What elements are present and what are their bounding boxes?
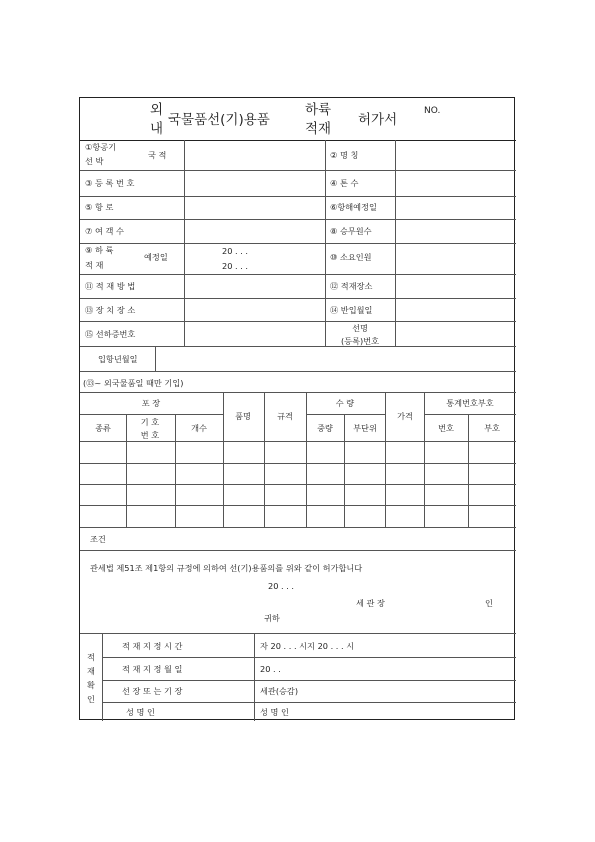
divider	[126, 414, 127, 527]
signature-label: 성 명 인	[126, 707, 155, 717]
title-mid-top: 하륙	[305, 102, 332, 118]
divider	[80, 463, 516, 464]
divider	[184, 140, 185, 346]
col-spec: 규격	[277, 411, 293, 421]
unload-load-label: ⑨ 하 륙	[85, 245, 114, 255]
divider	[102, 633, 103, 721]
recipient: 귀하	[264, 613, 280, 623]
ship-name-label: 선명	[352, 323, 368, 333]
title-end: 허가서	[358, 112, 398, 128]
seal-mark: 인	[485, 598, 493, 608]
captain-label: 선 장 또 는 기 장	[122, 686, 183, 696]
tonnage-label: ④ 톤 수	[330, 178, 359, 188]
divider	[424, 392, 425, 527]
confirm-side-label: 확	[87, 680, 95, 690]
loading-place-label: ⑫ 적재장소	[330, 281, 373, 291]
divider	[80, 371, 516, 372]
confirm-side-label: 인	[87, 694, 95, 704]
designated-time-value: 자 20 . . . 시지 20 . . . 시	[260, 641, 355, 651]
aircraft-ship-label-2: 선 박	[85, 156, 104, 166]
designated-date-label: 적 재 지 정 월 일	[122, 664, 183, 674]
title-left-top: 외	[150, 102, 164, 118]
divider	[102, 680, 516, 681]
divider	[395, 140, 396, 346]
divider	[175, 414, 176, 527]
divider	[264, 392, 265, 527]
divider	[80, 346, 516, 347]
registration-label: ③ 등 록 번 호	[85, 178, 135, 188]
col-net: 부단위	[353, 423, 377, 433]
aircraft-ship-label: ①항공기	[85, 142, 117, 152]
divider	[385, 392, 386, 527]
divider	[80, 505, 516, 506]
note: (⑬~ 외국물품일 때만 기입)	[83, 378, 184, 388]
title-main: 국물품선(기)용품	[168, 112, 270, 128]
col-item: 품명	[235, 411, 251, 421]
divider	[80, 484, 516, 485]
divider	[80, 243, 516, 244]
divider	[102, 657, 516, 658]
divider	[306, 392, 307, 527]
divider	[80, 633, 516, 634]
divider	[80, 170, 516, 171]
divider	[325, 140, 326, 346]
divider	[468, 414, 469, 527]
col-weight: 중량	[317, 423, 333, 433]
col-stat-no: 번호	[438, 423, 454, 433]
divider	[306, 414, 385, 415]
designated-time-label: 적 재 지 정 시 간	[122, 641, 183, 651]
designated-date-value: 20 . .	[260, 664, 281, 674]
divider	[344, 414, 345, 527]
permit-form	[79, 97, 515, 720]
col-mark: 기 호	[140, 417, 160, 427]
signature-value: 성 명 인	[260, 707, 289, 717]
divider	[80, 414, 223, 415]
divider	[80, 392, 516, 393]
scheduled-date-1: 20 . . .	[222, 246, 249, 256]
captain-value: 세관(승감)	[260, 686, 299, 696]
scheduled-date-label: 예정일	[144, 252, 168, 262]
scheduled-date-2: 20 . . .	[222, 261, 249, 271]
document-number-label: NO.	[424, 106, 441, 116]
carry-in-date-label: ⑭ 반입월일	[330, 305, 373, 315]
divider	[80, 527, 516, 528]
conditions-label: 조건	[90, 534, 106, 544]
divider	[80, 274, 516, 275]
col-stat: 통계번호부호	[446, 398, 494, 408]
name-label: ② 명 칭	[330, 150, 359, 160]
voyage-date-label: ⑥항해예정일	[330, 202, 377, 212]
divider	[254, 633, 255, 721]
loading-method-label: ⑪ 적 재 방 법	[85, 281, 136, 291]
unload-load-label-2: 적 재	[85, 260, 104, 270]
divider	[223, 392, 224, 527]
divider	[102, 702, 516, 703]
divider	[80, 140, 516, 141]
col-mark-2: 번 호	[140, 430, 160, 440]
divider	[424, 414, 516, 415]
divider	[80, 321, 516, 322]
customs-chief: 세 관 장	[356, 598, 385, 608]
route-label: ⑤ 항 로	[85, 202, 114, 212]
divider	[80, 219, 516, 220]
title-left-bottom: 내	[150, 121, 164, 137]
divider	[155, 346, 156, 371]
required-staff-label: ⑩ 소요인원	[330, 252, 372, 262]
col-packaging: 포 장	[141, 398, 161, 408]
confirm-side-label: 재	[87, 666, 95, 676]
storage-place-label: ⑬ 장 치 장 소	[85, 305, 136, 315]
confirm-side-label: 적	[87, 652, 95, 662]
col-type: 종류	[95, 423, 111, 433]
passengers-label: ⑦ 여 객 수	[85, 226, 124, 236]
approval-date: 20 . . .	[268, 581, 295, 591]
bill-of-lading-label: ⑮ 선하증번호	[85, 329, 136, 339]
title-mid-bottom: 적재	[305, 121, 332, 137]
divider	[80, 196, 516, 197]
crew-label: ⑧ 승무원수	[330, 226, 372, 236]
col-price: 가격	[397, 411, 413, 421]
registration-number-label: (등록)번호	[340, 336, 380, 346]
col-stat-code: 부호	[484, 423, 500, 433]
approval-text: 관세법 제51조 제1항의 규정에 의하여 선(기)용품의를 위와 같이 허가합니다	[90, 563, 363, 573]
col-count: 개수	[191, 423, 207, 433]
col-quantity: 수 량	[335, 398, 355, 408]
divider	[80, 298, 516, 299]
divider	[80, 441, 516, 442]
arrival-date-label: 입항년월일	[98, 354, 138, 364]
nationality-label: 국 적	[148, 150, 167, 160]
divider	[80, 550, 516, 551]
